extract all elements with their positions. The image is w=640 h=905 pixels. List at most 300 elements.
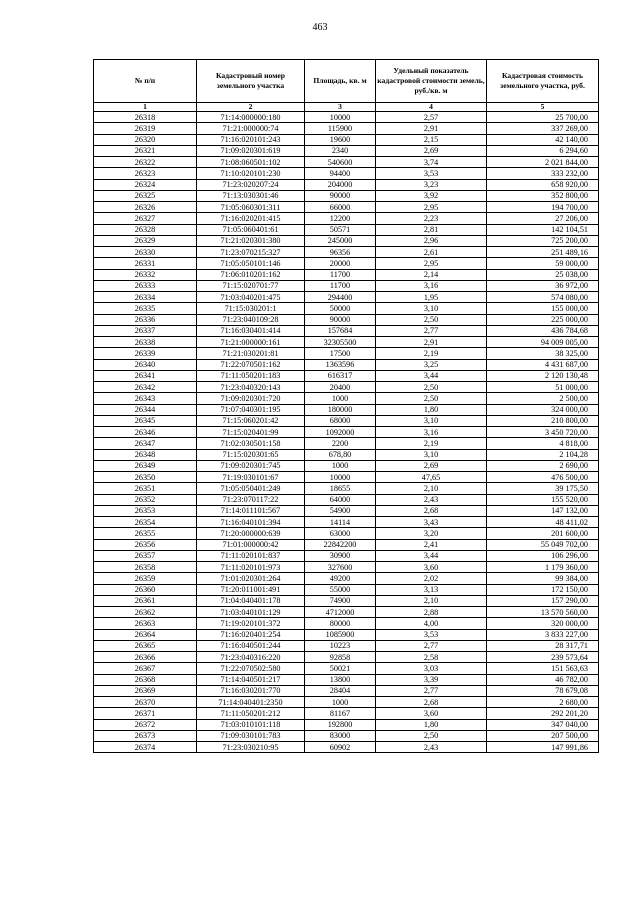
table-row bbox=[94, 719, 599, 730]
cell-row-number: 26335 bbox=[94, 303, 197, 314]
cell-cadastral-number: 71:21:020301:380 bbox=[197, 235, 305, 246]
cell-area: 1363596 bbox=[305, 359, 376, 370]
column-number: 5 bbox=[487, 103, 599, 112]
column-number-row bbox=[94, 103, 599, 112]
cell-cadastral-number: 71:07:040301:195 bbox=[197, 404, 305, 415]
table-row bbox=[94, 382, 599, 393]
cell-area: 1085900 bbox=[305, 629, 376, 640]
cell-specific-value: 1,80 bbox=[376, 404, 487, 415]
cell-specific-value: 2,96 bbox=[376, 235, 487, 246]
cell-cadastral-value: 2 104,28 bbox=[487, 449, 599, 460]
cell-area: 245000 bbox=[305, 235, 376, 246]
cell-area: 64000 bbox=[305, 494, 376, 505]
cell-area: 10000 bbox=[305, 112, 376, 123]
cell-cadastral-value: 2 120 130,48 bbox=[487, 370, 599, 381]
cell-row-number: 26344 bbox=[94, 404, 197, 415]
table-row bbox=[94, 269, 599, 280]
cell-cadastral-value: 239 573,64 bbox=[487, 652, 599, 663]
cell-row-number: 26362 bbox=[94, 607, 197, 618]
cell-row-number: 26353 bbox=[94, 505, 197, 516]
cell-specific-value: 3,39 bbox=[376, 674, 487, 685]
cell-cadastral-value: 42 140,00 bbox=[487, 134, 599, 145]
cell-cadastral-value: 46 782,00 bbox=[487, 674, 599, 685]
cell-row-number: 26373 bbox=[94, 730, 197, 741]
cell-specific-value: 2,50 bbox=[376, 314, 487, 325]
cell-row-number: 26336 bbox=[94, 314, 197, 325]
cell-area: 18655 bbox=[305, 483, 376, 494]
table-row bbox=[94, 157, 599, 168]
table-row bbox=[94, 505, 599, 516]
cell-specific-value: 2,77 bbox=[376, 685, 487, 696]
cell-row-number: 26355 bbox=[94, 528, 197, 539]
cell-cadastral-value: 106 296,00 bbox=[487, 550, 599, 561]
cell-specific-value: 2,02 bbox=[376, 573, 487, 584]
cell-area: 66000 bbox=[305, 202, 376, 213]
cell-row-number: 26323 bbox=[94, 168, 197, 179]
cell-row-number: 26319 bbox=[94, 123, 197, 134]
cell-row-number: 26321 bbox=[94, 145, 197, 156]
table-row bbox=[94, 247, 599, 258]
table-row bbox=[94, 449, 599, 460]
cell-specific-value: 2,43 bbox=[376, 742, 487, 753]
table-row bbox=[94, 494, 599, 505]
cell-specific-value: 2,95 bbox=[376, 202, 487, 213]
cell-row-number: 26371 bbox=[94, 708, 197, 719]
cell-row-number: 26363 bbox=[94, 618, 197, 629]
cell-cadastral-number: 71:22:070502:580 bbox=[197, 663, 305, 674]
cell-specific-value: 2,95 bbox=[376, 258, 487, 269]
cell-row-number: 26343 bbox=[94, 393, 197, 404]
cell-cadastral-number: 71:08:060501:102 bbox=[197, 157, 305, 168]
table-row bbox=[94, 460, 599, 471]
cell-specific-value: 2,50 bbox=[376, 730, 487, 741]
cell-row-number: 26338 bbox=[94, 337, 197, 348]
table-row bbox=[94, 584, 599, 595]
cell-area: 94400 bbox=[305, 168, 376, 179]
table-row bbox=[94, 618, 599, 629]
table-row bbox=[94, 292, 599, 303]
cell-cadastral-value: 194 700,00 bbox=[487, 202, 599, 213]
cell-cadastral-value: 78 679,08 bbox=[487, 685, 599, 696]
table-row bbox=[94, 235, 599, 246]
cell-cadastral-number: 71:03:040101:129 bbox=[197, 607, 305, 618]
column-number: 4 bbox=[376, 103, 487, 112]
cell-row-number: 26328 bbox=[94, 224, 197, 235]
cell-specific-value: 3,10 bbox=[376, 449, 487, 460]
cell-specific-value: 2,19 bbox=[376, 348, 487, 359]
cell-area: 96356 bbox=[305, 247, 376, 258]
cell-specific-value: 3,43 bbox=[376, 517, 487, 528]
cell-cadastral-number: 71:11:020101:837 bbox=[197, 550, 305, 561]
table-row bbox=[94, 674, 599, 685]
table-row bbox=[94, 517, 599, 528]
cell-row-number: 26330 bbox=[94, 247, 197, 258]
cell-specific-value: 3,53 bbox=[376, 168, 487, 179]
cell-area: 30900 bbox=[305, 550, 376, 561]
table-row bbox=[94, 404, 599, 415]
cell-specific-value: 2,19 bbox=[376, 438, 487, 449]
cell-row-number: 26350 bbox=[94, 472, 197, 483]
cell-cadastral-number: 71:14:040501:217 bbox=[197, 674, 305, 685]
cell-cadastral-value: 48 411,02 bbox=[487, 517, 599, 528]
table-row bbox=[94, 685, 599, 696]
table-row bbox=[94, 314, 599, 325]
cell-cadastral-value: 99 384,00 bbox=[487, 573, 599, 584]
cell-area: 327600 bbox=[305, 562, 376, 573]
cell-cadastral-number: 71:11:020101:973 bbox=[197, 562, 305, 573]
cell-area: 115900 bbox=[305, 123, 376, 134]
table-row bbox=[94, 539, 599, 550]
cell-cadastral-number: 71:16:040101:394 bbox=[197, 517, 305, 528]
table-row bbox=[94, 325, 599, 336]
cell-row-number: 26365 bbox=[94, 640, 197, 651]
page-number: 463 bbox=[312, 22, 328, 33]
cell-cadastral-value: 320 000,00 bbox=[487, 618, 599, 629]
cell-specific-value: 3,03 bbox=[376, 663, 487, 674]
cell-cadastral-number: 71:16:020401:254 bbox=[197, 629, 305, 640]
table-row bbox=[94, 145, 599, 156]
cell-area: 19600 bbox=[305, 134, 376, 145]
cell-cadastral-value: 201 600,00 bbox=[487, 528, 599, 539]
cell-cadastral-number: 71:01:020301:264 bbox=[197, 573, 305, 584]
cell-specific-value: 2,91 bbox=[376, 337, 487, 348]
cell-cadastral-value: 94 009 005,00 bbox=[487, 337, 599, 348]
cell-area: 20000 bbox=[305, 258, 376, 269]
cell-row-number: 26370 bbox=[94, 697, 197, 708]
cell-cadastral-value: 157 290,00 bbox=[487, 595, 599, 606]
table-row bbox=[94, 190, 599, 201]
cell-cadastral-value: 59 000,00 bbox=[487, 258, 599, 269]
cell-specific-value: 2,50 bbox=[376, 382, 487, 393]
cell-cadastral-value: 3 450 720,00 bbox=[487, 427, 599, 438]
table-row bbox=[94, 348, 599, 359]
cell-specific-value: 2,58 bbox=[376, 652, 487, 663]
column-number: 2 bbox=[197, 103, 305, 112]
column-number: 3 bbox=[305, 103, 376, 112]
cell-area: 13800 bbox=[305, 674, 376, 685]
cell-specific-value: 1,80 bbox=[376, 719, 487, 730]
cell-area: 63000 bbox=[305, 528, 376, 539]
header-row bbox=[94, 60, 599, 103]
cell-area: 60902 bbox=[305, 742, 376, 753]
cell-cadastral-value: 25 700,00 bbox=[487, 112, 599, 123]
cell-cadastral-value: 155 000,00 bbox=[487, 303, 599, 314]
table-row bbox=[94, 415, 599, 426]
cell-specific-value: 2,10 bbox=[376, 483, 487, 494]
cell-specific-value: 2,69 bbox=[376, 460, 487, 471]
cell-cadastral-number: 71:23:040316:220 bbox=[197, 652, 305, 663]
cell-row-number: 26333 bbox=[94, 280, 197, 291]
table-row bbox=[94, 393, 599, 404]
cell-cadastral-number: 71:04:040401:178 bbox=[197, 595, 305, 606]
table-row bbox=[94, 607, 599, 618]
cell-cadastral-value: 142 104,51 bbox=[487, 224, 599, 235]
cell-cadastral-number: 71:16:030401:414 bbox=[197, 325, 305, 336]
cell-cadastral-value: 51 000,00 bbox=[487, 382, 599, 393]
table-body bbox=[94, 112, 599, 753]
cell-cadastral-number: 71:09:020301:619 bbox=[197, 145, 305, 156]
cell-cadastral-number: 71:23:040109:28 bbox=[197, 314, 305, 325]
cell-cadastral-number: 71:23:030210:95 bbox=[197, 742, 305, 753]
cell-cadastral-number: 71:03:010101:118 bbox=[197, 719, 305, 730]
cell-row-number: 26324 bbox=[94, 179, 197, 190]
cell-row-number: 26349 bbox=[94, 460, 197, 471]
cell-specific-value: 3,23 bbox=[376, 179, 487, 190]
cell-row-number: 26359 bbox=[94, 573, 197, 584]
cell-cadastral-value: 38 325,00 bbox=[487, 348, 599, 359]
cell-area: 2340 bbox=[305, 145, 376, 156]
cell-cadastral-number: 71:06:010201:162 bbox=[197, 269, 305, 280]
cell-row-number: 26345 bbox=[94, 415, 197, 426]
cell-cadastral-number: 71:10:020101:230 bbox=[197, 168, 305, 179]
cell-cadastral-value: 333 232,00 bbox=[487, 168, 599, 179]
table-row bbox=[94, 697, 599, 708]
cell-row-number: 26325 bbox=[94, 190, 197, 201]
cell-specific-value: 2,41 bbox=[376, 539, 487, 550]
cell-row-number: 26322 bbox=[94, 157, 197, 168]
cell-cadastral-value: 55 049 702,00 bbox=[487, 539, 599, 550]
table-row bbox=[94, 550, 599, 561]
cell-row-number: 26320 bbox=[94, 134, 197, 145]
cell-specific-value: 2,88 bbox=[376, 607, 487, 618]
table-row bbox=[94, 179, 599, 190]
cell-cadastral-number: 71:23:040320:143 bbox=[197, 382, 305, 393]
header-area: Площадь, кв. м bbox=[305, 60, 376, 103]
cell-cadastral-value: 2 500,00 bbox=[487, 393, 599, 404]
cell-cadastral-number: 71:16:030201:770 bbox=[197, 685, 305, 696]
table-row bbox=[94, 528, 599, 539]
cell-cadastral-value: 2 021 844,00 bbox=[487, 157, 599, 168]
cell-row-number: 26372 bbox=[94, 719, 197, 730]
cell-cadastral-value: 39 175,50 bbox=[487, 483, 599, 494]
cell-cadastral-value: 2 680,00 bbox=[487, 697, 599, 708]
header-cadastral-number: Кадастровый номер земельного участка bbox=[197, 60, 305, 103]
cell-specific-value: 2,15 bbox=[376, 134, 487, 145]
cell-area: 11700 bbox=[305, 280, 376, 291]
cell-specific-value: 3,13 bbox=[376, 584, 487, 595]
cell-cadastral-value: 725 200,00 bbox=[487, 235, 599, 246]
cell-area: 50021 bbox=[305, 663, 376, 674]
cell-area: 180000 bbox=[305, 404, 376, 415]
cell-area: 55000 bbox=[305, 584, 376, 595]
table-row bbox=[94, 472, 599, 483]
cell-cadastral-number: 71:13:030301:46 bbox=[197, 190, 305, 201]
cell-specific-value: 3,53 bbox=[376, 629, 487, 640]
cell-row-number: 26366 bbox=[94, 652, 197, 663]
cell-area: 49200 bbox=[305, 573, 376, 584]
table-row bbox=[94, 652, 599, 663]
cell-row-number: 26357 bbox=[94, 550, 197, 561]
cell-cadastral-value: 28 317,71 bbox=[487, 640, 599, 651]
cell-cadastral-number: 71:16:040501:244 bbox=[197, 640, 305, 651]
table-row bbox=[94, 708, 599, 719]
cell-row-number: 26356 bbox=[94, 539, 197, 550]
cell-row-number: 26339 bbox=[94, 348, 197, 359]
cell-cadastral-value: 292 201,20 bbox=[487, 708, 599, 719]
cell-row-number: 26369 bbox=[94, 685, 197, 696]
cell-area: 11700 bbox=[305, 269, 376, 280]
cell-cadastral-number: 71:23:020207:24 bbox=[197, 179, 305, 190]
cell-specific-value: 4,00 bbox=[376, 618, 487, 629]
cell-area: 22842200 bbox=[305, 539, 376, 550]
cell-area: 10223 bbox=[305, 640, 376, 651]
cadastral-value-table bbox=[93, 59, 599, 753]
cell-area: 50000 bbox=[305, 303, 376, 314]
cell-specific-value: 3,60 bbox=[376, 708, 487, 719]
cell-row-number: 26318 bbox=[94, 112, 197, 123]
cell-cadastral-number: 71:20:011001:491 bbox=[197, 584, 305, 595]
table-row bbox=[94, 134, 599, 145]
cell-area: 1000 bbox=[305, 460, 376, 471]
table-row bbox=[94, 427, 599, 438]
cell-row-number: 26334 bbox=[94, 292, 197, 303]
cell-area: 678,80 bbox=[305, 449, 376, 460]
cell-area: 14114 bbox=[305, 517, 376, 528]
cell-cadastral-number: 71:05:060401:61 bbox=[197, 224, 305, 235]
cell-cadastral-number: 71:15:060201:42 bbox=[197, 415, 305, 426]
cell-cadastral-value: 337 269,00 bbox=[487, 123, 599, 134]
cell-specific-value: 2,68 bbox=[376, 505, 487, 516]
cell-specific-value: 2,43 bbox=[376, 494, 487, 505]
cell-cadastral-value: 324 000,00 bbox=[487, 404, 599, 415]
table-row bbox=[94, 663, 599, 674]
cell-row-number: 26331 bbox=[94, 258, 197, 269]
cell-specific-value: 2,68 bbox=[376, 697, 487, 708]
cell-cadastral-number: 71:05:060301:311 bbox=[197, 202, 305, 213]
cell-cadastral-number: 71:14:011101:567 bbox=[197, 505, 305, 516]
cell-specific-value: 2,61 bbox=[376, 247, 487, 258]
cell-specific-value: 2,69 bbox=[376, 145, 487, 156]
cell-row-number: 26347 bbox=[94, 438, 197, 449]
cell-cadastral-number: 71:09:020301:720 bbox=[197, 393, 305, 404]
cell-cadastral-value: 347 040,00 bbox=[487, 719, 599, 730]
table-row bbox=[94, 280, 599, 291]
cell-specific-value: 3,10 bbox=[376, 415, 487, 426]
cell-specific-value: 47,65 bbox=[376, 472, 487, 483]
cell-cadastral-value: 352 800,00 bbox=[487, 190, 599, 201]
cell-specific-value: 2,77 bbox=[376, 640, 487, 651]
cell-cadastral-value: 25 038,00 bbox=[487, 269, 599, 280]
cell-cadastral-number: 71:11:050201:183 bbox=[197, 370, 305, 381]
header-specific-value: Удельный показатель кадастровой стоимости земель, руб./кв. м bbox=[376, 60, 487, 103]
cell-row-number: 26358 bbox=[94, 562, 197, 573]
cell-area: 540600 bbox=[305, 157, 376, 168]
cell-area: 92858 bbox=[305, 652, 376, 663]
cell-row-number: 26326 bbox=[94, 202, 197, 213]
cell-area: 50571 bbox=[305, 224, 376, 235]
cell-cadastral-value: 476 500,00 bbox=[487, 472, 599, 483]
cell-area: 90000 bbox=[305, 314, 376, 325]
cell-cadastral-value: 251 489,16 bbox=[487, 247, 599, 258]
cell-cadastral-value: 658 920,00 bbox=[487, 179, 599, 190]
cell-row-number: 26354 bbox=[94, 517, 197, 528]
cell-cadastral-number: 71:05:050401:249 bbox=[197, 483, 305, 494]
cell-cadastral-number: 71:09:030101:783 bbox=[197, 730, 305, 741]
cell-specific-value: 2,50 bbox=[376, 393, 487, 404]
cell-row-number: 26346 bbox=[94, 427, 197, 438]
cell-area: 74900 bbox=[305, 595, 376, 606]
cell-row-number: 26332 bbox=[94, 269, 197, 280]
cell-specific-value: 3,16 bbox=[376, 427, 487, 438]
cell-cadastral-number: 71:23:070117:22 bbox=[197, 494, 305, 505]
table-row bbox=[94, 483, 599, 494]
header-cadastral-value: Кадастровая стоимость земельного участка, руб. bbox=[487, 60, 599, 103]
cell-cadastral-number: 71:21:000000:161 bbox=[197, 337, 305, 348]
cell-specific-value: 3,25 bbox=[376, 359, 487, 370]
table-row bbox=[94, 337, 599, 348]
table-row bbox=[94, 730, 599, 741]
table-row bbox=[94, 370, 599, 381]
cell-area: 4712000 bbox=[305, 607, 376, 618]
cell-cadastral-number: 71:05:050101:146 bbox=[197, 258, 305, 269]
cell-specific-value: 2,91 bbox=[376, 123, 487, 134]
table-row bbox=[94, 742, 599, 753]
cell-specific-value: 3,60 bbox=[376, 562, 487, 573]
table-row bbox=[94, 224, 599, 235]
cell-area: 204000 bbox=[305, 179, 376, 190]
cell-specific-value: 2,10 bbox=[376, 595, 487, 606]
cell-cadastral-number: 71:15:020301:65 bbox=[197, 449, 305, 460]
cell-cadastral-value: 2 690,00 bbox=[487, 460, 599, 471]
table-row bbox=[94, 168, 599, 179]
cell-cadastral-number: 71:16:020201:415 bbox=[197, 213, 305, 224]
cell-cadastral-number: 71:22:070501:162 bbox=[197, 359, 305, 370]
cell-area: 1000 bbox=[305, 393, 376, 404]
cell-cadastral-number: 71:02:030501:158 bbox=[197, 438, 305, 449]
cell-area: 20400 bbox=[305, 382, 376, 393]
cell-cadastral-number: 71:20:000000:639 bbox=[197, 528, 305, 539]
cell-cadastral-number: 71:21:000000:74 bbox=[197, 123, 305, 134]
cell-row-number: 26360 bbox=[94, 584, 197, 595]
cell-specific-value: 3,74 bbox=[376, 157, 487, 168]
cell-specific-value: 3,44 bbox=[376, 370, 487, 381]
cell-row-number: 26368 bbox=[94, 674, 197, 685]
cell-area: 192800 bbox=[305, 719, 376, 730]
cell-cadastral-value: 147 132,00 bbox=[487, 505, 599, 516]
cell-specific-value: 1,95 bbox=[376, 292, 487, 303]
cell-cadastral-number: 71:15:020401:99 bbox=[197, 427, 305, 438]
cell-row-number: 26327 bbox=[94, 213, 197, 224]
cell-cadastral-number: 71:01:000000:42 bbox=[197, 539, 305, 550]
cell-cadastral-value: 574 080,00 bbox=[487, 292, 599, 303]
table-row bbox=[94, 112, 599, 123]
cell-cadastral-value: 1 179 360,00 bbox=[487, 562, 599, 573]
cell-area: 81167 bbox=[305, 708, 376, 719]
table-row bbox=[94, 629, 599, 640]
cell-area: 83000 bbox=[305, 730, 376, 741]
cell-cadastral-value: 155 520,00 bbox=[487, 494, 599, 505]
table-row bbox=[94, 303, 599, 314]
cell-cadastral-number: 71:03:040201:475 bbox=[197, 292, 305, 303]
cell-area: 157684 bbox=[305, 325, 376, 336]
cell-area: 2200 bbox=[305, 438, 376, 449]
cell-cadastral-number: 71:19:030101:67 bbox=[197, 472, 305, 483]
cell-specific-value: 3,20 bbox=[376, 528, 487, 539]
cell-area: 80000 bbox=[305, 618, 376, 629]
cell-cadastral-value: 436 784,68 bbox=[487, 325, 599, 336]
cell-cadastral-number: 71:14:040401:2350 bbox=[197, 697, 305, 708]
cell-cadastral-number: 71:15:020701:77 bbox=[197, 280, 305, 291]
cell-area: 12200 bbox=[305, 213, 376, 224]
table-row bbox=[94, 359, 599, 370]
table-row bbox=[94, 438, 599, 449]
cell-area: 616317 bbox=[305, 370, 376, 381]
cell-area: 90000 bbox=[305, 190, 376, 201]
cell-area: 1092000 bbox=[305, 427, 376, 438]
cell-cadastral-number: 71:09:020301:745 bbox=[197, 460, 305, 471]
cell-cadastral-value: 147 991,86 bbox=[487, 742, 599, 753]
cell-area: 32305500 bbox=[305, 337, 376, 348]
